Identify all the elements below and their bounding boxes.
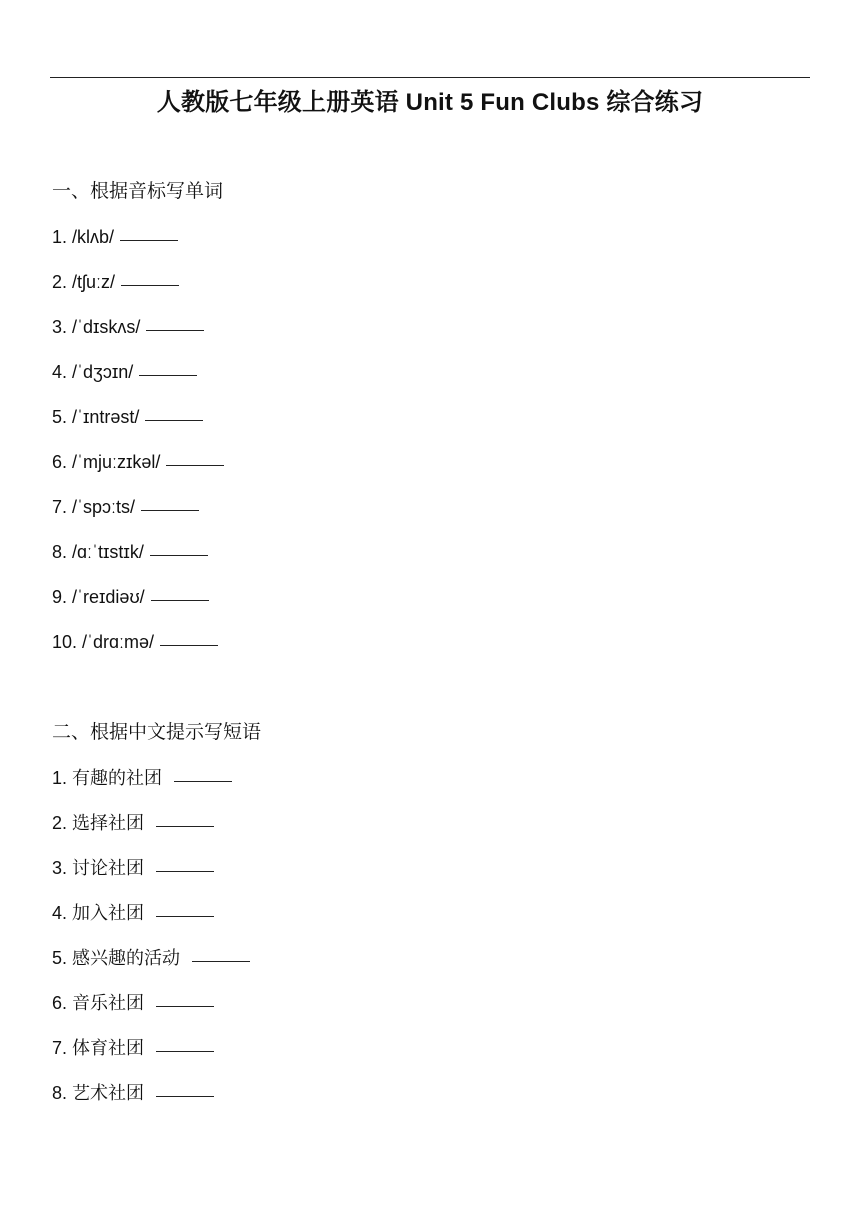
answer-blank[interactable] <box>150 555 208 556</box>
answer-blank[interactable] <box>139 375 197 376</box>
phrase-text: 6. 音乐社团 <box>52 993 145 1013</box>
section-phonetics <box>52 179 812 674</box>
phonetic-item-3 <box>52 314 812 359</box>
phrase-text: 5. 感兴趣的活动 <box>52 948 181 968</box>
phrase-text: 8. 艺术社团 <box>52 1083 145 1103</box>
phonetic-text: 8. /ɑːˈtɪstɪk/ <box>52 542 144 562</box>
phonetic-text: 2. /tʃuːz/ <box>52 272 116 292</box>
answer-blank[interactable] <box>192 961 250 962</box>
phrase-text: 1. 有趣的社团 <box>52 768 163 788</box>
answer-blank[interactable] <box>166 465 224 466</box>
answer-blank[interactable] <box>141 510 199 511</box>
phrase-item-1 <box>52 765 812 810</box>
answer-blank[interactable] <box>146 330 204 331</box>
phonetic-item-5 <box>52 404 812 449</box>
page-title: 人教版七年级上册英语 Unit 5 Fun Clubs 综合练习 <box>156 89 704 116</box>
phrase-item-3 <box>52 855 812 900</box>
phrase-item-6 <box>52 990 812 1035</box>
answer-blank[interactable] <box>160 645 218 646</box>
answer-blank[interactable] <box>156 1006 214 1007</box>
section-heading: 二、根据中文提示写短语 <box>52 722 262 743</box>
phrase-text: 4. 加入社团 <box>52 903 145 923</box>
answer-blank[interactable] <box>120 240 178 241</box>
answer-blank[interactable] <box>174 781 232 782</box>
phonetic-item-6 <box>52 449 812 494</box>
answer-blank[interactable] <box>156 1051 214 1052</box>
answer-blank[interactable] <box>151 600 209 601</box>
phonetic-item-9 <box>52 584 812 629</box>
phrase-text: 2. 选择社团 <box>52 813 145 833</box>
phonetic-text: 5. /ˈɪntrəst/ <box>52 407 140 427</box>
phonetic-text: 6. /ˈmjuːzɪkəl/ <box>52 452 161 472</box>
header-rule <box>50 77 810 78</box>
phonetic-text: 4. /ˈdʒɔɪn/ <box>52 362 134 382</box>
phrase-item-8 <box>52 1080 812 1125</box>
phrase-text: 3. 讨论社团 <box>52 858 145 878</box>
phonetic-item-1 <box>52 224 812 269</box>
answer-blank[interactable] <box>156 916 214 917</box>
phrase-item-7 <box>52 1035 812 1080</box>
phonetic-item-2 <box>52 269 812 314</box>
phonetic-text: 9. /ˈreɪdiəʊ/ <box>52 587 145 607</box>
answer-blank[interactable] <box>156 826 214 827</box>
answer-blank[interactable] <box>145 420 203 421</box>
phrase-item-4 <box>52 900 812 945</box>
phonetic-item-7 <box>52 494 812 539</box>
section-heading: 一、根据音标写单词 <box>52 181 224 202</box>
section-phrases <box>52 720 812 1125</box>
answer-blank[interactable] <box>121 285 179 286</box>
phonetic-text: 10. /ˈdrɑːmə/ <box>52 632 155 652</box>
phonetic-item-4 <box>52 359 812 404</box>
phonetic-text: 1. /klʌb/ <box>52 227 115 247</box>
phrase-item-2 <box>52 810 812 855</box>
phonetic-item-8 <box>52 539 812 584</box>
phrase-text: 7. 体育社团 <box>52 1038 145 1058</box>
phonetic-text: 3. /ˈdɪskʌs/ <box>52 317 141 337</box>
phonetic-item-10 <box>52 629 812 674</box>
phonetic-text: 7. /ˈspɔːts/ <box>52 497 136 517</box>
answer-blank[interactable] <box>156 871 214 872</box>
phrase-item-5 <box>52 945 812 990</box>
answer-blank[interactable] <box>156 1096 214 1097</box>
